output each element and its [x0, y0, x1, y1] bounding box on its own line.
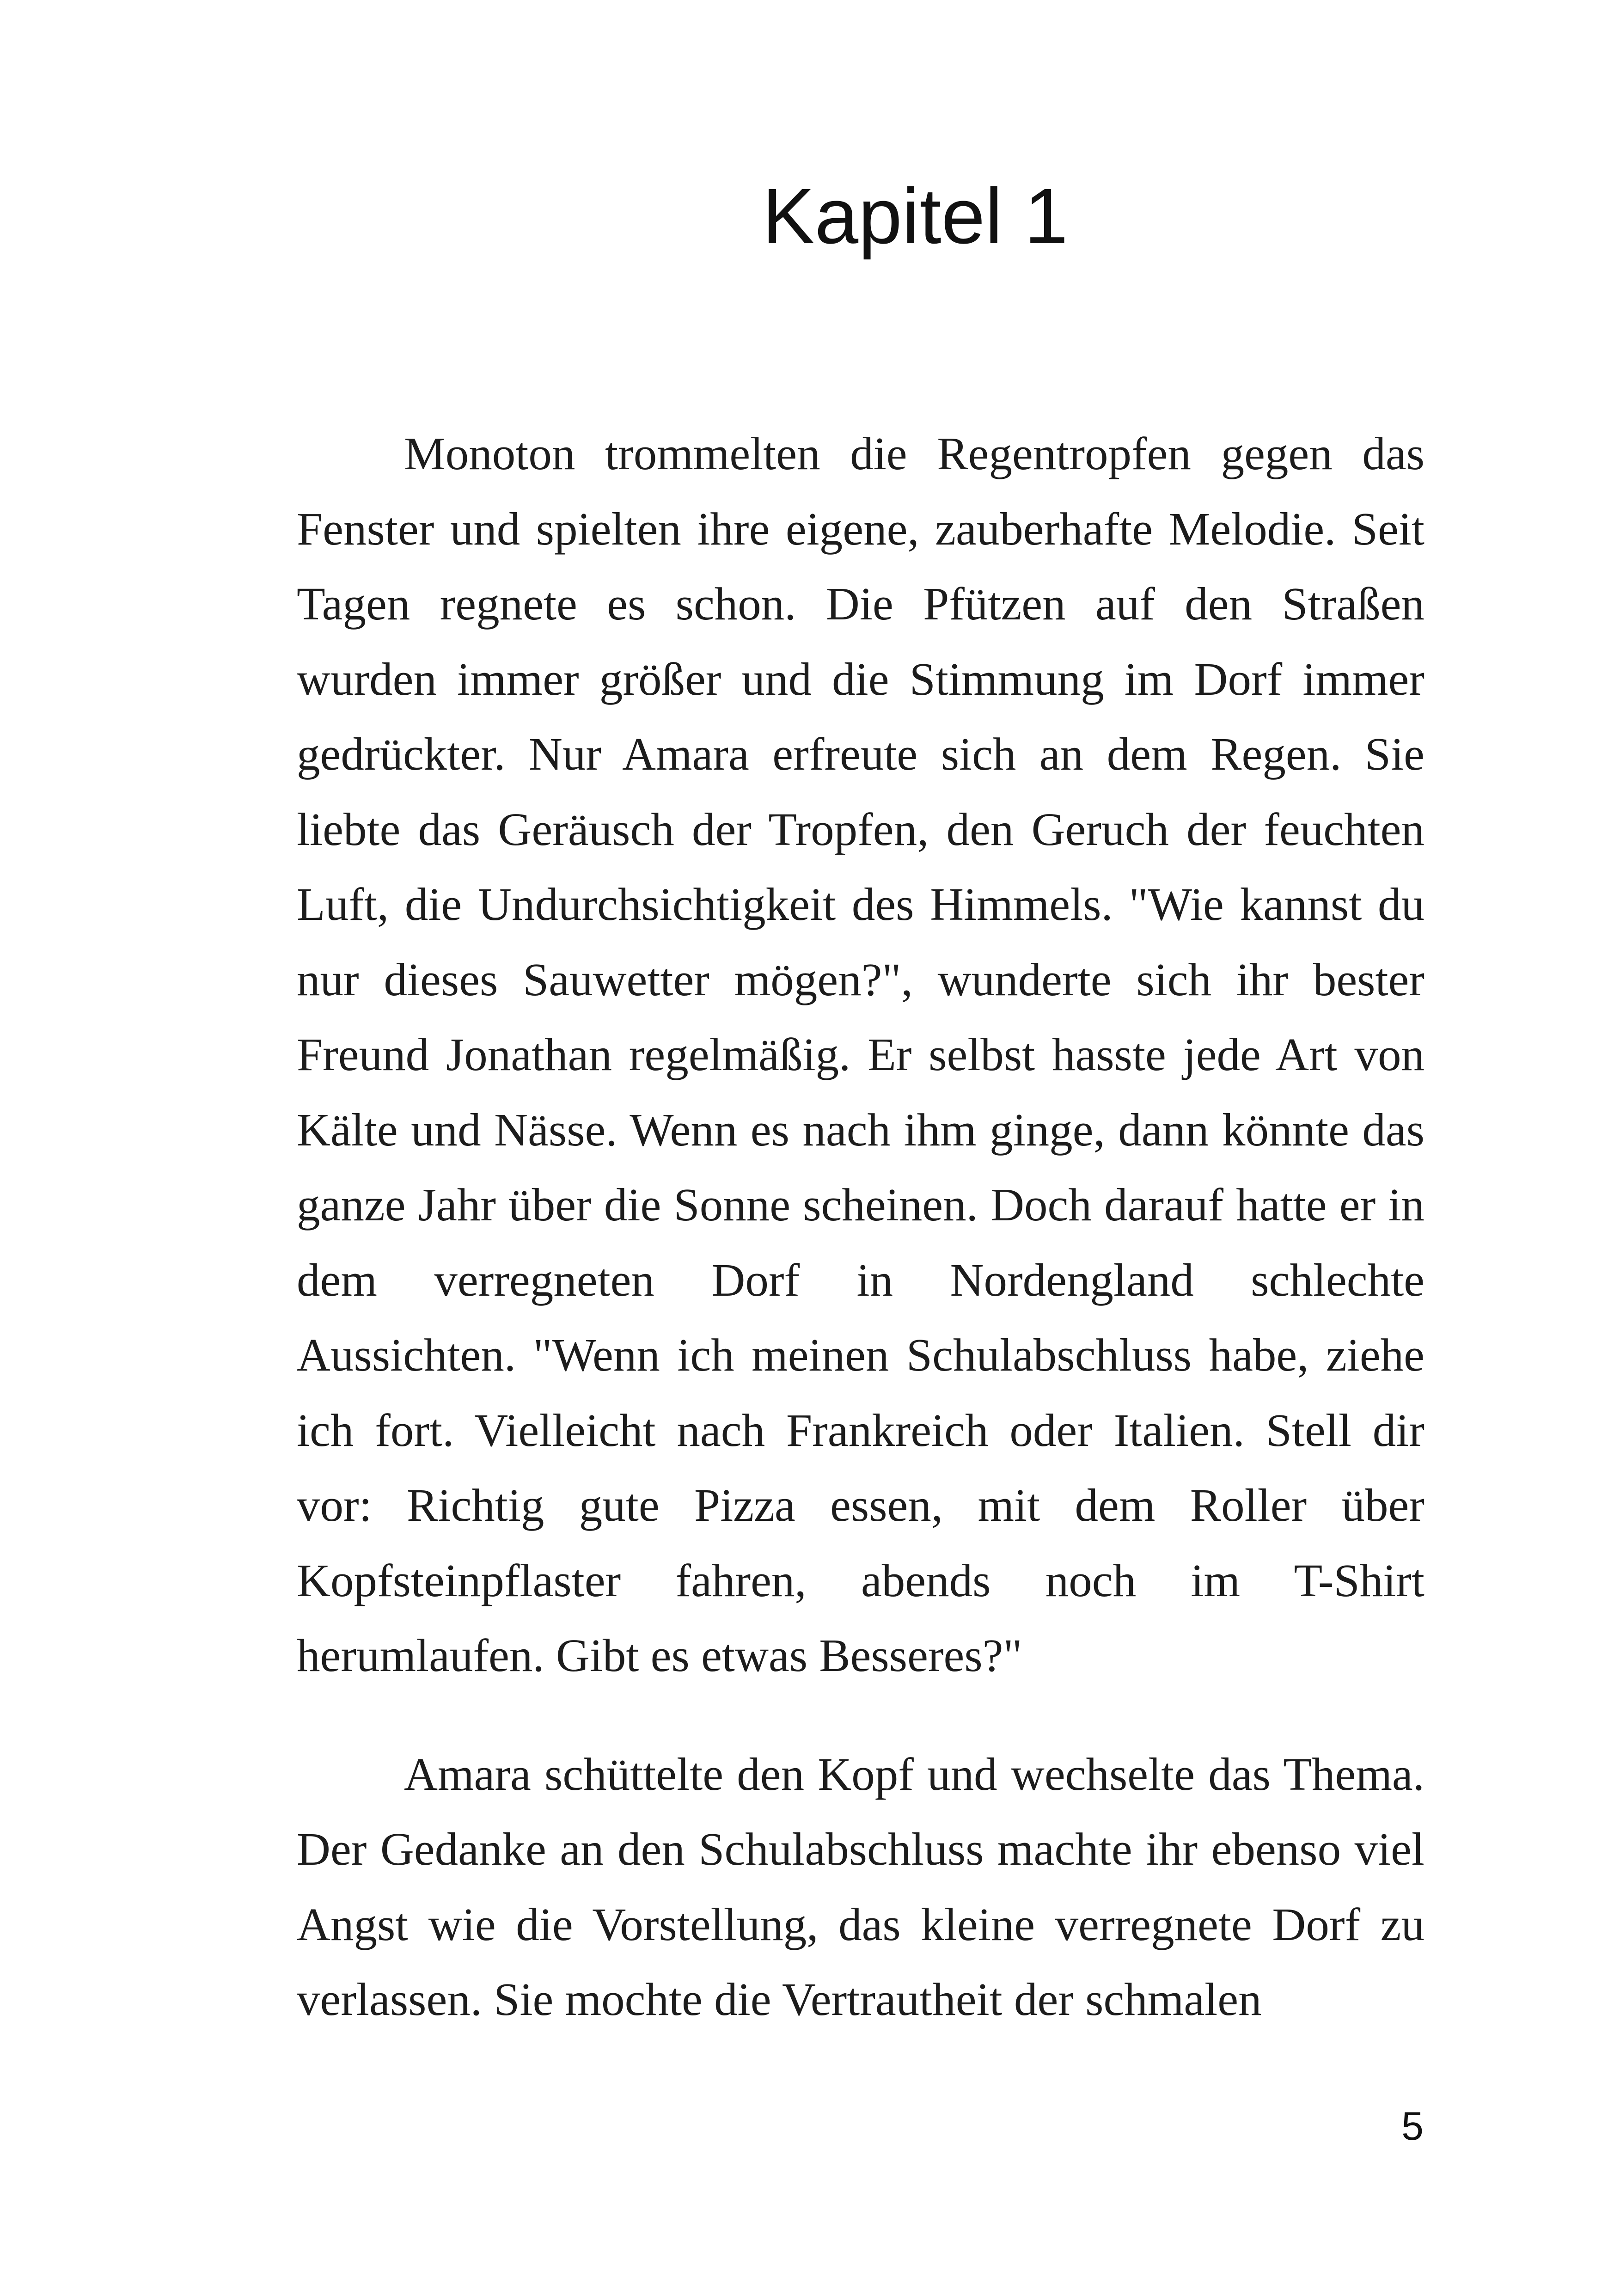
- paragraph-1: Monoton trommelten die Regentropfen gegen das Fenster und spielten ihre eigene, zauberhafte Melodie. Seit Tagen regnete es schon. Die Pfützen auf den Straßen wurden immer größer und die Stimmung im Dorf immer gedrückter. Nur Amara erfreute sich an dem Regen. Sie liebte das Geräusch der Tropfen, den Geruch der feuchten Luft, die Undurchsichtigkeit des Himmels. "Wie kannst du nur dieses Sauwetter mögen?", wunderte sich ihr bester Freund Jonathan regelmäßig. Er selbst hasste jede Art von Kälte und Nässe. Wenn es nach ihm ginge, dann könnte das ganze Jahr über die Sonne scheinen. Doch darauf hatte er in dem verregneten Dorf in Nordengland schlechte Aussichten. "Wenn ich meinen Schulabschluss habe, ziehe ich fort. Vielleicht nach Frankreich oder Italien. Stell dir vor: Richtig gute Pizza essen, mit dem Roller über Kopfsteinpflaster fahren, abends noch im T-Shirt herumlaufen. Gibt es etwas Besseres?": [297, 428, 1424, 1681]
- page-number: 5: [1401, 2104, 1424, 2149]
- chapter-title: Kapitel 1: [762, 172, 1068, 260]
- body-text: [297, 416, 1424, 2037]
- paragraph-2: Amara schüttelte den Kopf und wechselte das Thema. Der Gedanke an den Schulabschluss machte ihr ebenso viel Angst wie die Vorstellung, das kleine verregnete Dorf zu verlassen. Sie mochte die Vertrautheit der schmalen: [297, 1748, 1424, 2025]
